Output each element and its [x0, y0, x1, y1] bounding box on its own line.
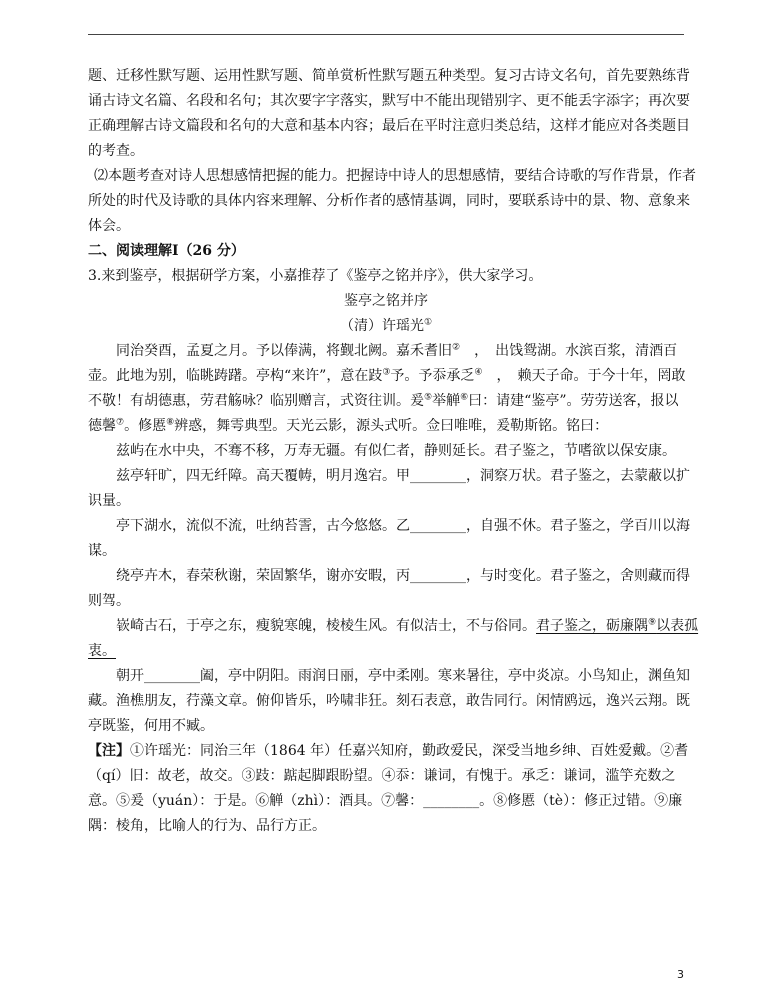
passage-line	[88, 639, 684, 664]
page-number: 3	[677, 968, 684, 981]
note-marker: ⑧	[166, 417, 175, 428]
text-line: 的考查。	[88, 143, 144, 159]
passage-line: 谋。	[88, 543, 116, 559]
passage-line: 不敬！有胡德惠，劳君觞咏？临别赠言，式资往训。爰⑤举觯⑥曰：请建“鉴亭”。劳劳送客，报以	[88, 392, 679, 409]
text-line: 所处的时代及诗歌的具体内容来理解、分析作者的感情基调，同时，要联系诗中的景、物、意象来	[88, 193, 690, 209]
passage-author	[88, 314, 684, 339]
note-marker: ①	[423, 317, 433, 328]
note-marker: ③	[382, 367, 391, 378]
passage-line: 壶。此地为别，临眺踌躇。亭构“来许”，意在跂③予。予忝承乏④ ， 赖天子命。于今十年，罔敢	[88, 367, 686, 384]
passage-line: 藏。渔樵朋友，荇藻文章。俯仰皆乐，吟啸非狂。刻石表意，敢告同行。闲情鸥远，逸兴云翔。既	[88, 693, 690, 709]
passage-title: 鉴亭之铭并序	[344, 293, 428, 309]
passage-line: 朝开________阖，亭中阴阳。雨润日丽，亭中柔刚。寒来暑往，亭中炎凉。小鸟知止，渊鱼知	[116, 668, 690, 684]
passage-line: 识量。	[88, 493, 130, 509]
passage-line: 同治癸酉，孟夏之月。予以俸满，将觐北阙。嘉禾耆旧② ， 出饯鸳湖。水滨百浆，清酒百	[116, 342, 678, 359]
author-name: （清）许瑶光	[339, 318, 424, 334]
note-marker: ②	[452, 342, 461, 353]
text-line: 体会。	[88, 218, 130, 234]
notes-line: 隅：棱角，比喻人的行为、品行方正。	[88, 818, 326, 834]
underlined-sentence: 衷。	[88, 643, 116, 659]
passage-line: 德馨⑦。修慝⑧辨惑，舞雩典型。天光云影，源头式听。佥曰唯唯，爰勒斯铭。铭曰：	[88, 417, 609, 434]
text-line: 题、迁移性默写题、运用性默写题、简单赏析性默写题五种类型。复习古诗文名句，首先要熟练背	[88, 68, 690, 84]
section-heading: 二、阅读理解Ⅰ（26 分）	[88, 243, 245, 259]
passage-line: 嵚崎古石，于亭之东，瘦貌寒魄，棱棱生风。有似洁士，不与俗同。君子鉴之，砺廉隅⑨以表孤	[116, 617, 699, 634]
note-marker: ⑦	[116, 417, 125, 428]
passage-line: 绕亭卉木，春荣秋谢，荣固繁华，谢亦安暇，丙________，与时变化。君子鉴之，舍则藏而得	[116, 568, 690, 584]
notes-line: 【注】①许瑶光：同治三年（1864 年）任嘉兴知府，勤政爱民，深受当地乡绅、百姓爱戴。②耆	[88, 743, 689, 759]
notes-line: （qí）旧：故老，故交。③跂：踮起脚跟盼望。④忝：谦词，有愧于。承乏：谦词，滥竽充数之	[88, 768, 676, 784]
note-marker: ⑤	[424, 392, 433, 403]
notes-line: 意。⑤爰（yuán）：于是。⑥觯（zhì）：酒具。⑦馨：________。⑧修慝（tè）：修正过错。⑨廉	[88, 793, 683, 809]
note-marker: ⑥	[460, 392, 469, 403]
passage-line: 亭既鉴，何用不臧。	[88, 718, 214, 734]
page-content	[88, 64, 699, 839]
text-line: 正确理解古诗文篇段和名句的大意和基本内容；最后在平时注意归类总结，这样才能应对各类题目	[88, 118, 690, 134]
question-stem: 3.来到鉴亭，根据研学方案，小嘉推荐了《鉴亭之铭并序》，供大家学习。	[88, 268, 543, 284]
passage-line: 亭下湖水，流似不流，吐纳苔霅，古今悠悠。乙________，自强不休。君子鉴之，学百川以海	[116, 518, 690, 534]
note-marker: ④	[474, 367, 483, 378]
notes-label: 【注】	[88, 743, 130, 759]
passage-line: 则驾。	[88, 593, 130, 609]
passage-line: 兹屿在水中央，不骞不移，万寿无疆。有似仁者，静则延长。君子鉴之，节嗜欲以保安康。	[116, 443, 676, 459]
note-marker: ⑨	[648, 617, 657, 628]
text-line: ⑵本题考查对诗人思想感情把握的能力。把握诗中诗人的思想感情，要结合诗歌的写作背景，作者	[94, 168, 696, 184]
text-line: 诵古诗文名篇、名段和名句；其次要字字落实，默写中不能出现错别字、更不能丢字添字；再次要	[88, 93, 690, 109]
header-rule	[88, 34, 684, 35]
underlined-sentence: 君子鉴之，砺廉隅⑨以表孤	[536, 617, 699, 634]
passage-line: 兹亭轩旷，四无纤障。高天覆帱，明月逸宕。甲________，洞察万状。君子鉴之，去蒙蔽以扩	[116, 468, 690, 484]
